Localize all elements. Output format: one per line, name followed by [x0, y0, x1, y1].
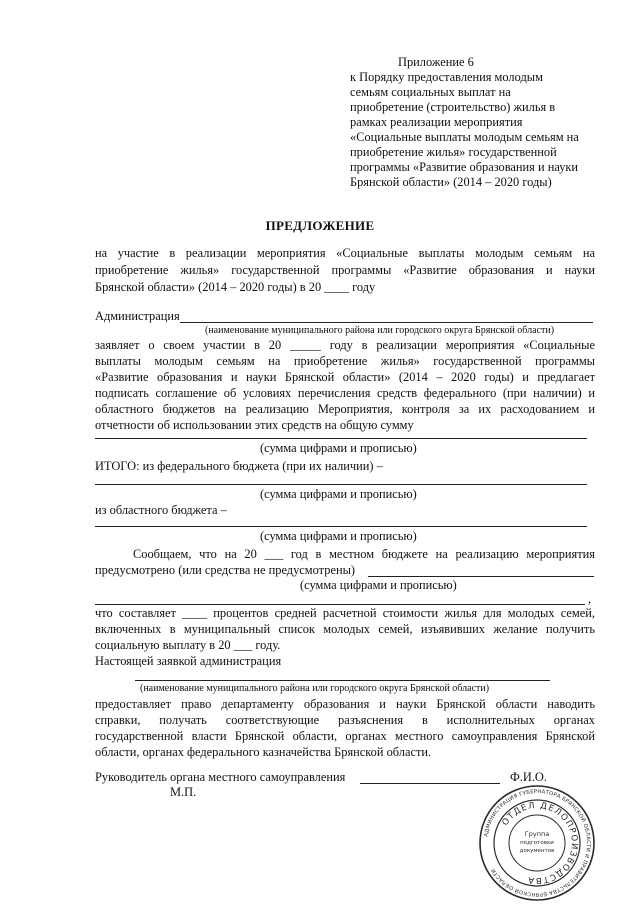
declares-line: областного бюджетов на реализацию Мероприятия, контроля за их расходованием и	[95, 402, 595, 416]
stamp-center-text: документов	[519, 848, 555, 854]
stamp-ring-text: ОТДЕЛ ДЕЛОПРОИЗВОДСТВА	[500, 800, 580, 886]
grants-line: справки, получать соответствующие разъяснения в исполнительных органах	[95, 713, 595, 727]
fill-line	[368, 576, 594, 577]
annex-line: приобретение жилья» государственной	[350, 145, 557, 159]
declares-line: «Развитие образования и науки Брянской области» (2014 – 2020 годы) и предлагает	[95, 370, 595, 384]
signature-label: Руководитель органа местного самоуправления	[95, 770, 346, 784]
annex-line: Брянской области» (2014 – 2020 годы)	[350, 175, 552, 189]
annex-line: рамках реализации мероприятия	[350, 115, 523, 129]
inform-line: Сообщаем, что на 20 ___ год в местном бюджете на реализацию мероприятия	[133, 547, 595, 561]
annex-number: Приложение 6	[398, 55, 474, 69]
declares-line: отчетности об использовании этих средств на общую сумму	[95, 418, 414, 432]
declares-line: заявляет о своем участии в 20 _____ году в реализации мероприятия «Социальные	[95, 338, 595, 352]
annex-block	[350, 55, 590, 190]
fill-line	[95, 604, 585, 605]
percent-line: что составляет ____ процентов средней расчетной стоимости жилья для молодых семей,	[95, 606, 595, 620]
sum-caption: (сумма цифрами и прописью)	[260, 487, 417, 501]
fill-line	[180, 322, 593, 323]
present-request: Настоящей заявкой администрация	[95, 654, 282, 668]
annex-line: «Социальные выплаты молодым семьям на	[350, 130, 579, 144]
fill-line	[135, 680, 550, 681]
grants-line: предоставляет право департаменту образования и науки Брянской области наводить	[95, 697, 595, 711]
sum-caption: (сумма цифрами и прописью)	[260, 441, 417, 455]
stamp-center-text: Группа	[524, 830, 550, 838]
total-federal-label: ИТОГО: из федерального бюджета (при их наличии) –	[95, 459, 383, 473]
declares-line: подписать соглашение об условиях перечисления средств федерального (при наличии) и	[95, 386, 595, 400]
grants-line: области, органах федерального казначейства Брянской области.	[95, 745, 432, 759]
declares-line: выплаты молодым семьям на приобретение жилья» государственной программы	[95, 354, 595, 368]
document-title: ПРЕДЛОЖЕНИЕ	[265, 218, 375, 233]
comma: ,	[588, 592, 592, 606]
stamp-outer-text: АДМИНИСТРАЦИЯ ГУБЕРНАТОРА БРЯНСКОЙ ОБЛАСТИ И ПРАВИТЕЛЬСТВА БРЯНСКОЙ ОБЛАСТИ	[483, 788, 592, 898]
sum-caption: (сумма цифрами и прописью)	[260, 529, 417, 543]
intro-line: приобретение жилья» государственной программы «Развитие образования и науки	[95, 263, 595, 277]
annex-line: программы «Развитие образования и науки	[350, 160, 579, 174]
percent-line: социальную выплату в 20 ___ году.	[95, 638, 281, 652]
official-stamp	[478, 784, 596, 907]
admin-label: Администрация	[95, 309, 180, 323]
regional-label: из областного бюджета –	[95, 503, 227, 517]
sum-caption: (сумма цифрами и прописью)	[300, 578, 457, 592]
fill-line	[95, 484, 587, 485]
fill-line	[95, 526, 587, 527]
intro-line: Брянской области» (2014 – 2020 годы) в 20 ____ году	[95, 280, 376, 294]
fio-label: Ф.И.О.	[510, 770, 547, 784]
annex-line: к Порядку предоставления молодым	[350, 70, 543, 84]
inform-line: предусмотрено (или средства не предусмотрены)	[95, 563, 356, 577]
intro-line: на участие в реализации мероприятия «Социальные выплаты молодым семьям на	[95, 246, 595, 260]
municipality-caption: (наименование муниципального района или городского округа Брянской области)	[140, 683, 490, 694]
grants-line: государственной власти Брянской области, органах местного самоуправления Брянской	[95, 729, 595, 743]
mp-label: М.П.	[170, 785, 197, 799]
municipality-caption: (наименование муниципального района или городского округа Брянской области)	[205, 325, 555, 336]
percent-line: включенных в муниципальный список молодых семей, изъявивших желание получить	[95, 622, 595, 636]
annex-line: семьям социальных выплат на	[350, 85, 511, 99]
stamp-icon	[478, 784, 596, 902]
stamp-center-text: подготовки	[520, 840, 554, 846]
fill-line	[95, 438, 587, 439]
annex-line: приобретение (строительство) жилья в	[350, 100, 556, 114]
